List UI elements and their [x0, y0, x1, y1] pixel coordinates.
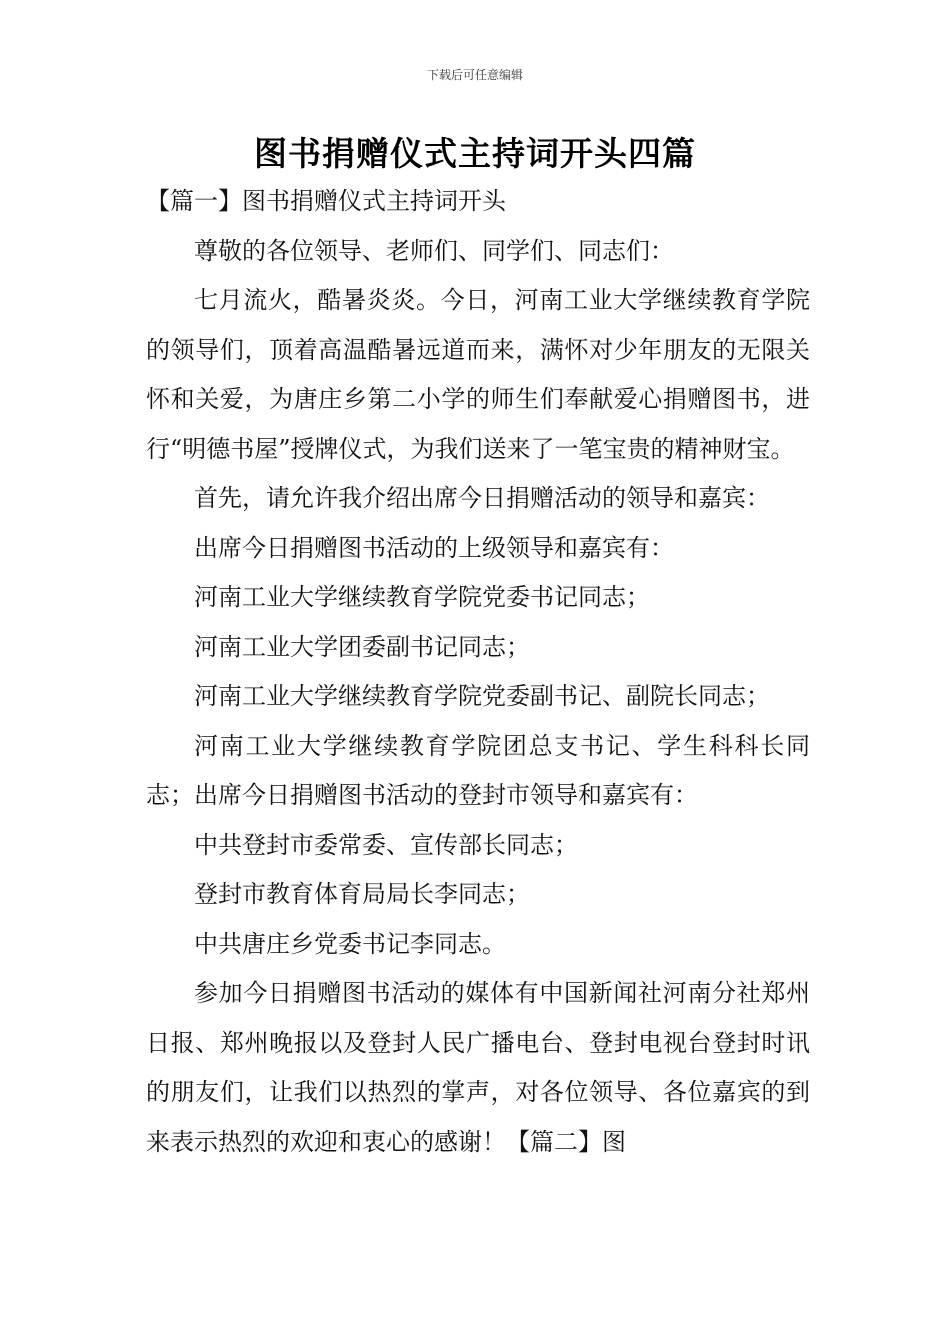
paragraph-salutation: 尊敬的各位领导、老师们、同学们、同志们：	[194, 236, 674, 265]
paragraph-superior-guests: 出席今日捐赠图书活动的上级领导和嘉宾有：	[194, 533, 674, 562]
document-body	[146, 177, 810, 1167]
paragraph-opening: 七月流火，酷暑炎炎。今日，河南工业大学继续教育学院的领导们，顶着高温酷暑远道而来，满怀对少年朋友的无限关怀和关爱，为唐庄乡第二小学的师生们奉献爱心捐赠图书，进行“明德书屋”授牌仪式，为我们送来了一笔宝贵的精神财宝。	[146, 286, 810, 463]
header-note: 下载后可任意编辑	[426, 68, 523, 82]
document-title: 图书捐赠仪式主持词开头四篇	[254, 134, 696, 173]
guest-list-item: 河南工业大学继续教育学院党委副书记、副院长同志；	[194, 682, 770, 710]
section-heading: 【篇一】图书捐赠仪式主持词开头	[146, 187, 506, 215]
guest-list-item: 中共登封市委常委、宣传部长同志；	[194, 830, 578, 859]
paragraph-media: 参加今日捐赠图书活动的媒体有中国新闻社河南分社郑州日报、郑州晚报以及登封人民广播电台、登封电视台登封时讯的朋友们，让我们以热烈的掌声，对各位领导、各位嘉宾的到来表示热烈的欢迎和衷心的感谢！【篇二】图	[146, 979, 810, 1156]
guest-list-item: 河南工业大学继续教育学院团总支书记、学生科科长同志；出席今日捐赠图书活动的登封市领导和嘉宾有：	[146, 731, 810, 809]
guest-list-item: 河南工业大学团委副书记同志；	[194, 632, 530, 661]
guest-list-item: 河南工业大学继续教育学院党委书记同志；	[194, 583, 650, 611]
paragraph-introduction: 首先，请允许我介绍出席今日捐赠活动的领导和嘉宾：	[194, 484, 770, 512]
guest-list-item: 登封市教育体育局局长李同志；	[194, 880, 530, 908]
guest-list-item: 中共唐庄乡党委书记李同志。	[194, 929, 506, 958]
